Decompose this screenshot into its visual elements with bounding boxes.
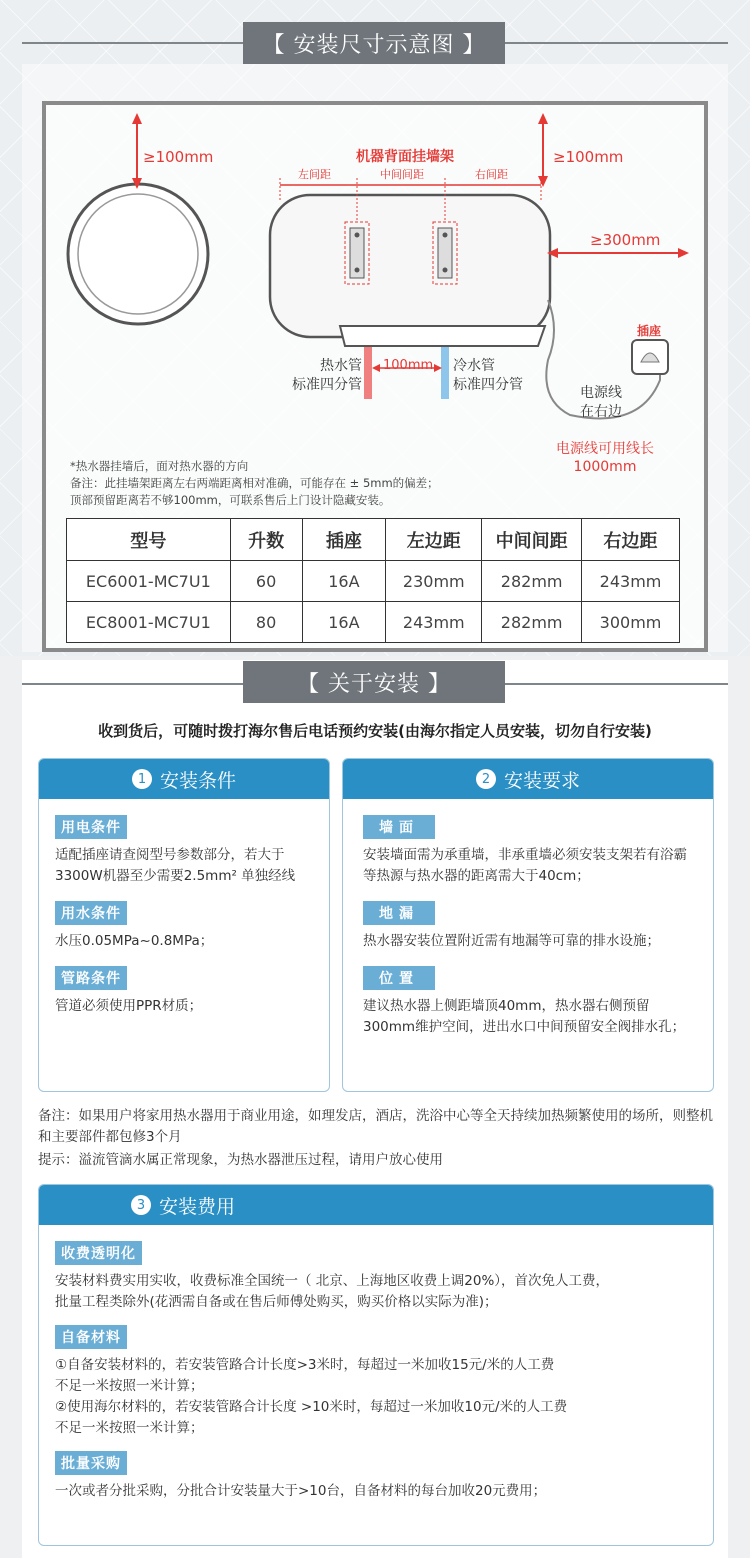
card-install-fees xyxy=(38,1184,714,1546)
about-rule-right xyxy=(505,683,728,685)
condition-text: 管道必须使用PPR材质； xyxy=(55,998,203,1014)
remark-commercial: 备注：如果用户将家用热水器用于商业用途，如理发店，酒店，洗浴中心等全天持续加热频繁使用的场所，则整机和主要部件都包修3个月 xyxy=(38,1108,713,1145)
cord-label xyxy=(580,384,622,422)
card-title: 安装要求 xyxy=(503,769,580,792)
table-row xyxy=(67,602,680,643)
card-install-conditions xyxy=(38,758,330,1092)
cold-pipe-line2: 标准四分管 xyxy=(453,377,523,393)
hot-pipe-line1: 热水管 xyxy=(320,358,362,374)
requirement-text: 热水器安装位置附近需有地漏等可靠的排水设施； xyxy=(363,933,660,949)
card-title: 安装费用 xyxy=(159,1195,236,1218)
cold-pipe-line1: 冷水管 xyxy=(453,358,495,374)
cord-length-line1: 电源线可用线长 xyxy=(556,441,654,457)
requirement-text: 建议热水器上侧距墙顶40mm，热水器右侧预留300mm维护空间，进出水口中间预留安全阀排水孔； xyxy=(363,998,686,1035)
card-header xyxy=(343,759,713,799)
label-chip: 用电条件 xyxy=(55,815,127,839)
table-cell: 16A xyxy=(302,561,386,602)
diagram-notes xyxy=(70,458,439,509)
fee-line: 安装材料费实用实收，收费标准全国统一（ 北京、上海地区收费上调20%），首次免人工费， xyxy=(55,1273,610,1289)
fee-line: ②使用海尔材料的，若安装管路合计长度 >10米时，每超过一米加收10元/米的人工费 xyxy=(55,1399,568,1415)
cord-length-line2: 1000mm xyxy=(573,459,637,475)
hot-pipe-line2: 标准四分管 xyxy=(292,377,362,393)
top-gap-left-label: ≥100mm xyxy=(143,148,214,166)
condition-text: 适配插座请查阅型号参数部分，若大于3300W机器至少需要2.5mm² 单独经线 xyxy=(55,847,296,884)
pipe-gap-label: 100mm xyxy=(383,358,434,373)
label-chip: 位置 xyxy=(363,966,435,990)
table-cell: 243mm xyxy=(386,602,482,643)
table-header: 中间间距 xyxy=(482,519,582,561)
label-chip: 管路条件 xyxy=(55,966,127,990)
table-header: 型号 xyxy=(67,519,231,561)
table-header: 插座 xyxy=(302,519,386,561)
right-gap-label: 右间距 xyxy=(475,168,508,181)
label-chip: 自备材料 xyxy=(55,1325,127,1349)
table-cell: EC8001-MC7U1 xyxy=(67,602,231,643)
hot-pipe-label xyxy=(284,357,362,395)
label-chip: 地漏 xyxy=(363,901,435,925)
cord-line1: 电源线 xyxy=(580,385,622,401)
bracket-title: 机器背面挂墙架 xyxy=(356,149,454,165)
intro-text: 收到货后，可随时拨打海尔售后电话预约安装(由海尔指定人员安装，切勿自行安装) xyxy=(98,722,652,740)
remark-overflow: 提示：溢流管滴水属正常现象，为热水器泄压过程，请用户放心使用 xyxy=(38,1152,443,1168)
cold-pipe xyxy=(441,347,449,399)
table-cell: EC6001-MC7U1 xyxy=(67,561,231,602)
cord-line2: 在右边 xyxy=(580,404,622,420)
spec-table xyxy=(66,518,680,643)
label-chip: 墙面 xyxy=(363,815,435,839)
card-install-requirements xyxy=(342,758,714,1092)
label-chip: 批量采购 xyxy=(55,1451,127,1475)
fee-line: ①自备安装材料的，若安装管路合计长度>3米时，每超过一米加收15元/米的人工费 xyxy=(55,1357,555,1373)
table-header: 右边距 xyxy=(582,519,680,561)
table-cell: 60 xyxy=(230,561,302,602)
note-line-1: *热水器挂墙后，面对热水器的方向 xyxy=(70,459,249,473)
table-header: 升数 xyxy=(230,519,302,561)
card-title: 安装条件 xyxy=(159,769,236,792)
label-chip: 收费透明化 xyxy=(55,1241,142,1265)
table-cell: 16A xyxy=(302,602,386,643)
card-header xyxy=(39,1185,713,1225)
fee-text xyxy=(55,1355,699,1439)
note-line-2: 备注：此挂墙架距离左右两端距离相对准确，可能存在 ± 5mm的偏差； xyxy=(70,476,439,490)
label-chip: 用水条件 xyxy=(55,901,127,925)
step-number: 3 xyxy=(131,1195,151,1215)
fee-line: 批量工程类除外(花洒需自备或在售后师傅处购买，购买价格以实际为准)； xyxy=(55,1294,498,1310)
table-cell: 80 xyxy=(230,602,302,643)
fee-line: 不足一米按照一米计算； xyxy=(55,1378,204,1394)
table-cell: 230mm xyxy=(386,561,482,602)
middle-gap-label: 中间间距 xyxy=(380,168,424,181)
card-header xyxy=(39,759,329,799)
socket-label: 插座 xyxy=(637,324,662,338)
left-gap-label: 左间距 xyxy=(298,168,331,181)
table-header-row xyxy=(67,519,680,561)
fee-line: 不足一米按照一米计算； xyxy=(55,1420,204,1436)
note-line-3: 顶部预留距离若不够100mm，可联系售后上门设计隐藏安装。 xyxy=(70,493,391,507)
fee-line: 一次或者分批采购，分批合计安装量大于>10台，自备材料的每台加收20元费用； xyxy=(55,1483,547,1499)
about-rule-left xyxy=(22,683,243,685)
step-number: 1 xyxy=(132,769,152,789)
heater-side-view xyxy=(68,184,208,324)
section-title-about: 【 关于安装 】 xyxy=(243,661,505,703)
cold-pipe-label xyxy=(453,357,523,395)
section-title-dimensions: 【 安装尺寸示意图 】 xyxy=(243,22,505,64)
table-row xyxy=(67,561,680,602)
table-cell: 300mm xyxy=(582,602,680,643)
side-gap-label: ≥300mm xyxy=(590,231,661,249)
requirement-text: 安装墙面需为承重墙，非承重墙必须安装支架若有浴霸等热源与热水器的距离需大于40cm； xyxy=(363,847,687,884)
table-cell: 282mm xyxy=(482,561,582,602)
table-cell: 282mm xyxy=(482,602,582,643)
fee-text xyxy=(55,1481,699,1502)
condition-text: 水压0.05MPa~0.8MPa； xyxy=(55,933,214,949)
fee-text xyxy=(55,1271,699,1313)
hot-pipe xyxy=(364,347,372,399)
heater-front-view xyxy=(270,195,550,337)
step-number: 2 xyxy=(476,769,496,789)
table-cell: 243mm xyxy=(582,561,680,602)
table-header: 左边距 xyxy=(386,519,482,561)
top-gap-right-label: ≥100mm xyxy=(553,148,624,166)
cord-length-label xyxy=(540,440,670,476)
